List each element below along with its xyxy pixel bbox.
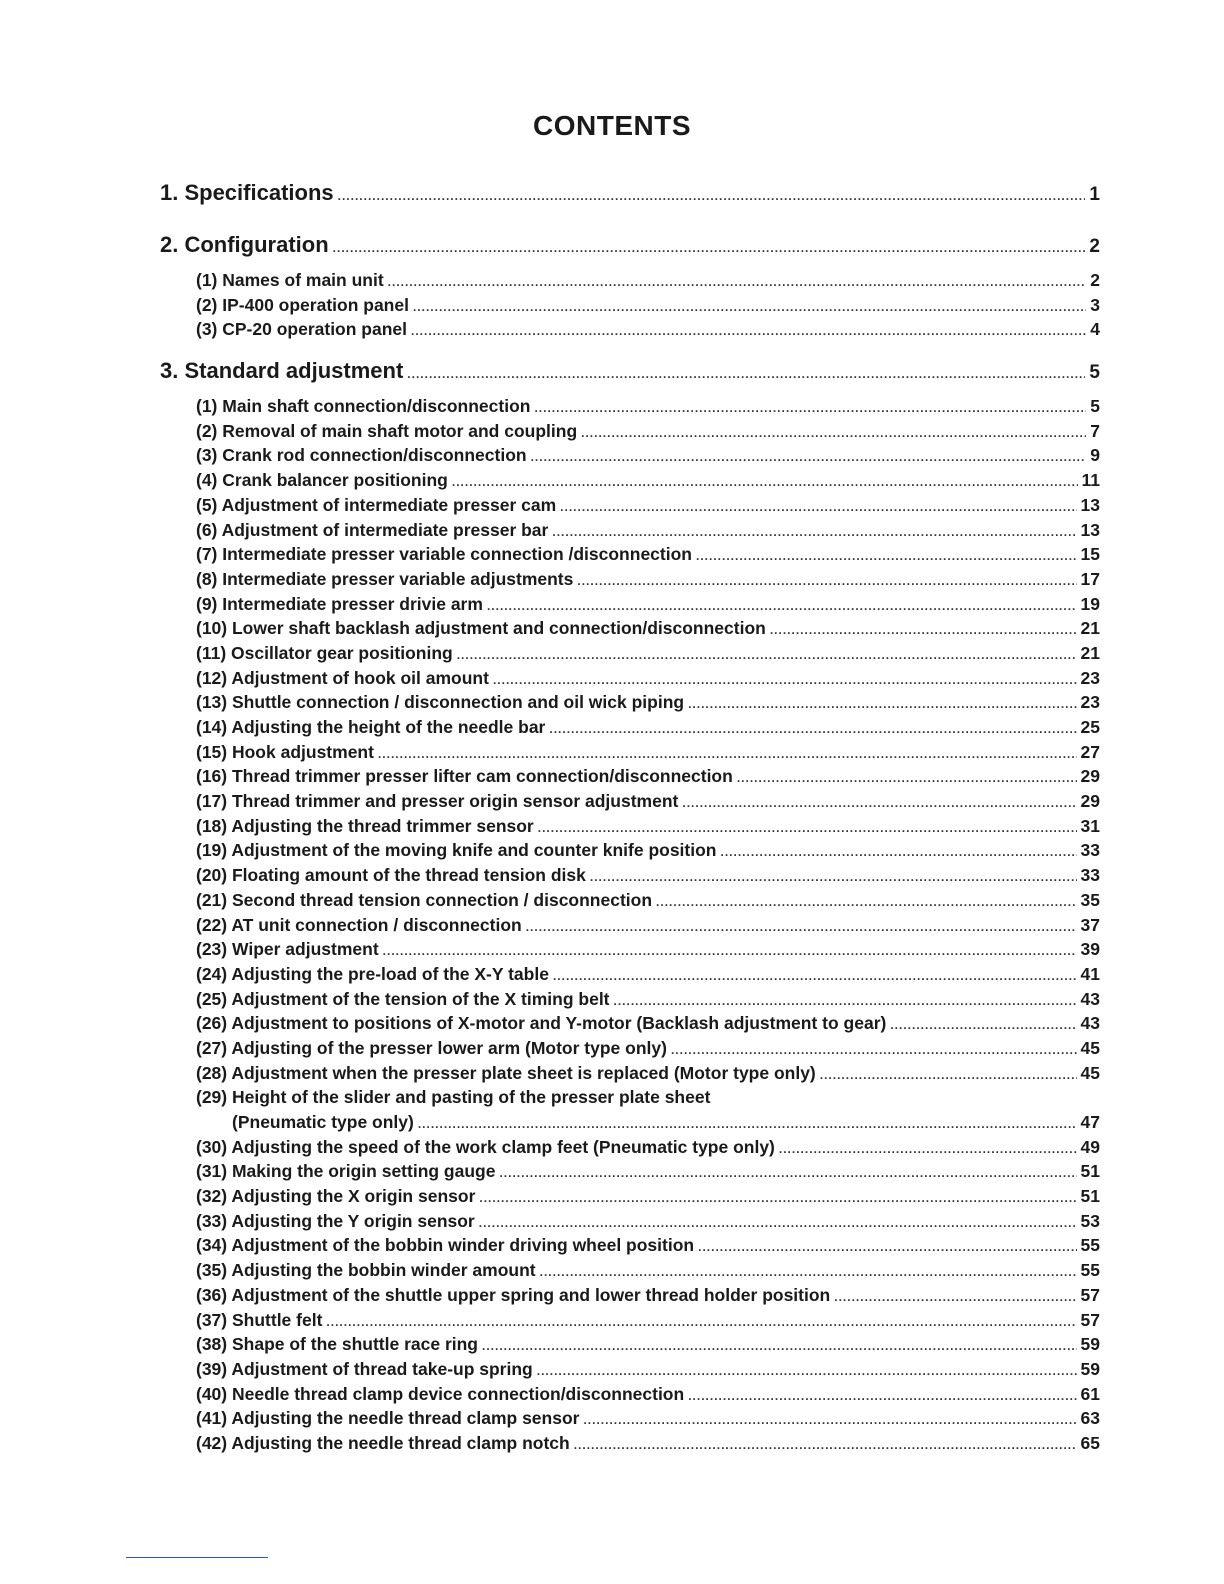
toc-entry-label: (26) Adjustment to positions of X-motor and Y-motor (Backlash adjustment to gear) (196, 1013, 887, 1034)
toc-entry-label: (36) Adjustment of the shuttle upper spring and lower thread holder position (196, 1284, 831, 1305)
toc-entry (160, 268, 1100, 293)
toc-entry-label: (2) Removal of main shaft motor and coupling (196, 420, 578, 441)
toc-entry-label: (16) Thread trimmer presser lifter cam connection/disconnection (196, 766, 733, 787)
leader-dots (534, 396, 1086, 419)
toc-entry-label: (31) Making the origin setting gauge (196, 1161, 496, 1182)
leader-dots (411, 319, 1086, 342)
toc-page-number: 43 (1080, 988, 1100, 1009)
toc-entry-label: (20) Floating amount of the thread tension disk (196, 865, 586, 886)
leader-dots (581, 421, 1086, 444)
toc-entry (160, 740, 1100, 765)
leader-dots (493, 668, 1077, 691)
toc-entry (160, 1184, 1100, 1209)
leader-dots (820, 1063, 1077, 1086)
toc-page-number: 51 (1080, 1161, 1100, 1182)
toc-page-number: 25 (1080, 717, 1100, 737)
toc-entry (160, 913, 1100, 938)
toc-entry (160, 493, 1100, 518)
toc-page-number: 13 (1080, 519, 1100, 540)
toc-page-number: 57 (1080, 1284, 1100, 1305)
toc-page-number: 31 (1080, 815, 1100, 836)
leader-dots (388, 270, 1087, 293)
toc-page-number: 65 (1080, 1432, 1100, 1453)
toc-page-number: 61 (1080, 1383, 1100, 1404)
toc-entry-label: (30) Adjusting the speed of the work clamp feet (Pneumatic type only) (196, 1136, 775, 1157)
toc-entry (160, 419, 1100, 444)
toc-entry (160, 863, 1100, 888)
toc-entry (160, 1135, 1100, 1160)
toc-page-number: 63 (1080, 1408, 1100, 1429)
leader-dots (479, 1211, 1077, 1234)
leader-dots (413, 295, 1086, 318)
toc-entry-label: (2) IP-400 operation panel (196, 294, 409, 315)
toc-page-number: 29 (1080, 791, 1100, 812)
leader-dots (499, 1161, 1076, 1184)
leader-dots (487, 594, 1077, 617)
toc-entry (160, 690, 1100, 715)
toc-entry (160, 1159, 1100, 1184)
toc-entry-label: (39) Adjustment of thread take-up spring (196, 1358, 533, 1379)
toc-entry-label: (10) Lower shaft backlash adjustment and connection/disconnection (196, 618, 766, 639)
toc-page-number: 55 (1080, 1235, 1100, 1256)
toc-entry-label: (9) Intermediate presser drivie arm (196, 593, 483, 614)
toc-page-number: 21 (1080, 618, 1100, 639)
toc-entry-label: (17) Thread trimmer and presser origin sensor adjustment (196, 791, 679, 812)
toc-section (160, 170, 1100, 216)
leader-dots (326, 1310, 1076, 1333)
toc-page-number: 1 (1089, 184, 1100, 205)
toc-entry (160, 1283, 1100, 1308)
toc-page-number: 5 (1090, 396, 1100, 417)
toc-entry (160, 592, 1100, 617)
leader-dots (526, 915, 1077, 938)
toc-page-number: 21 (1080, 642, 1100, 663)
toc-entry (160, 838, 1100, 863)
toc-page-number: 23 (1080, 692, 1100, 713)
toc-entry-label: (7) Intermediate presser variable connection /disconnection (196, 544, 692, 565)
toc-page-number: 37 (1080, 914, 1100, 935)
toc-entry (160, 764, 1100, 789)
toc-entry (160, 962, 1100, 987)
toc-page-number: 39 (1080, 939, 1100, 960)
leader-dots (779, 1137, 1077, 1160)
toc-entry (160, 641, 1100, 666)
toc-entry (160, 468, 1100, 493)
page-title: CONTENTS (533, 110, 691, 141)
leader-dots (577, 569, 1076, 592)
toc-entry (160, 789, 1100, 814)
leader-dots (583, 1408, 1076, 1431)
toc-page-number: 59 (1080, 1358, 1100, 1379)
leader-dots (574, 1433, 1077, 1456)
toc-entry-label: (19) Adjustment of the moving knife and counter knife position (196, 840, 717, 861)
leader-dots (549, 717, 1076, 740)
toc-page-number: 59 (1080, 1334, 1100, 1355)
toc-page-number: 33 (1080, 865, 1100, 886)
toc-entry (160, 542, 1100, 567)
toc-entry-label: (40) Needle thread clamp device connection/disconnection (196, 1383, 685, 1404)
toc-page-number: 41 (1080, 963, 1100, 984)
leader-dots (457, 643, 1077, 666)
toc-entry-label: (1) Names of main unit (196, 270, 384, 290)
toc-entry (160, 1209, 1100, 1234)
toc-entry (160, 616, 1100, 641)
toc-entry-label: (18) Adjusting the thread trimmer sensor (196, 815, 534, 836)
toc-entry (160, 443, 1100, 468)
toc-entry-label: (6) Adjustment of intermediate presser bar (196, 519, 549, 540)
toc-entry-label: (11) Oscillator gear positioning (196, 642, 453, 663)
toc-entry (160, 1233, 1100, 1258)
toc-entry-label: (3) Crank rod connection/disconnection (196, 445, 527, 466)
table-of-contents (160, 170, 1100, 1456)
toc-entry-label: (27) Adjusting of the presser lower arm (Motor type only) (196, 1037, 667, 1058)
leader-dots (407, 351, 1085, 394)
toc-entry (160, 1085, 1100, 1110)
leader-dots (834, 1285, 1076, 1308)
toc-entry-label: (23) Wiper adjustment (196, 939, 379, 960)
toc-entry-label: (24) Adjusting the pre-load of the X-Y table (196, 963, 549, 984)
leader-dots (482, 1334, 1077, 1357)
toc-page-number: 45 (1080, 1037, 1100, 1058)
toc-page-number: 17 (1080, 568, 1100, 589)
toc-entry (160, 1357, 1100, 1382)
toc-page-number: 3 (1090, 294, 1100, 315)
toc-entry (160, 1258, 1100, 1283)
toc-section-label: 1. Specifications (160, 180, 334, 205)
leader-dots (614, 989, 1077, 1012)
toc-page-number: 43 (1080, 1013, 1100, 1034)
toc-section (160, 348, 1100, 394)
leader-dots (688, 692, 1076, 715)
toc-page-number: 9 (1090, 445, 1100, 466)
toc-entry-label: (35) Adjusting the bobbin winder amount (196, 1260, 536, 1281)
leader-dots (671, 1038, 1077, 1061)
toc-entry (160, 715, 1100, 740)
toc-section-label: 3. Standard adjustment (160, 358, 404, 384)
leader-dots (378, 742, 1077, 765)
leader-dots (696, 544, 1077, 567)
toc-entry-label: (29) Height of the slider and pasting of the presser plate sheet (196, 1087, 711, 1108)
toc-page-number: 7 (1090, 420, 1100, 441)
leader-dots (890, 1013, 1076, 1036)
leader-dots (531, 445, 1087, 468)
toc-entry (160, 1110, 1100, 1135)
toc-page-number: 27 (1080, 741, 1100, 762)
toc-entry-label: (4) Crank balancer positioning (196, 470, 448, 491)
leader-dots (333, 225, 1086, 268)
leader-dots (540, 1260, 1077, 1283)
leader-dots (721, 840, 1077, 863)
toc-entry-label: (42) Adjusting the needle thread clamp notch (196, 1432, 570, 1453)
toc-entry (160, 888, 1100, 913)
toc-entry (160, 937, 1100, 962)
toc-entry (160, 1332, 1100, 1357)
toc-entry-label: (12) Adjustment of hook oil amount (196, 667, 489, 688)
toc-entry (160, 1308, 1100, 1333)
leader-dots (560, 495, 1076, 518)
toc-entry-label: (33) Adjusting the Y origin sensor (196, 1210, 475, 1231)
leader-dots (682, 791, 1076, 814)
toc-entry (160, 567, 1100, 592)
toc-entry-label: (34) Adjustment of the bobbin winder driving wheel position (196, 1235, 695, 1256)
leader-dots (552, 520, 1076, 543)
leader-dots (452, 470, 1078, 493)
toc-page-number: 23 (1080, 667, 1100, 688)
toc-entry (160, 518, 1100, 543)
leader-dots (770, 618, 1077, 641)
toc-page-number: 55 (1080, 1260, 1100, 1281)
toc-entry (160, 1406, 1100, 1431)
leader-dots (688, 1384, 1076, 1407)
leader-dots (338, 173, 1086, 216)
toc-entry (160, 1382, 1100, 1407)
toc-page-number: 2 (1089, 236, 1100, 257)
toc-entry (160, 1011, 1100, 1036)
toc-entry (160, 1061, 1100, 1086)
leader-dots (737, 766, 1077, 789)
leader-dots (418, 1112, 1077, 1135)
leader-dots (590, 865, 1077, 888)
toc-page-number: 45 (1080, 1062, 1100, 1083)
toc-page-number: 51 (1080, 1186, 1100, 1207)
toc-entry (160, 1036, 1100, 1061)
toc-entry (160, 293, 1100, 318)
toc-entry (160, 814, 1100, 839)
toc-page-number: 19 (1080, 593, 1100, 614)
toc-entry-label: (25) Adjustment of the tension of the X timing belt (196, 988, 610, 1009)
toc-page-number: 15 (1080, 544, 1100, 565)
toc-page-number: 29 (1080, 766, 1100, 787)
leader-dots (553, 964, 1077, 987)
leader-dots (383, 939, 1077, 962)
toc-page-number: 13 (1080, 494, 1100, 515)
toc-entry-label: (8) Intermediate presser variable adjustments (196, 568, 574, 589)
toc-entry (160, 666, 1100, 691)
toc-page-number: 35 (1080, 889, 1100, 910)
toc-entry (160, 317, 1100, 342)
toc-page-number: 33 (1080, 840, 1100, 861)
leader-dots (537, 1359, 1077, 1382)
toc-entry (160, 1431, 1100, 1456)
toc-entry-label: (22) AT unit connection / disconnection (196, 914, 522, 935)
toc-entry-label: (1) Main shaft connection/disconnection (196, 396, 531, 417)
toc-section-label: 2. Configuration (160, 232, 329, 257)
leader-dots (656, 890, 1077, 913)
leader-dots (698, 1235, 1076, 1258)
toc-entry (160, 987, 1100, 1012)
leader-dots (479, 1186, 1076, 1209)
toc-page-number: 53 (1080, 1210, 1100, 1231)
leader-dots (538, 816, 1077, 839)
toc-entry-label: (5) Adjustment of intermediate presser cam (196, 494, 557, 515)
toc-entry-label: (21) Second thread tension connection / disconnection (196, 889, 653, 910)
toc-page-number: 2 (1090, 270, 1100, 290)
toc-entry-label: (14) Adjusting the height of the needle bar (196, 717, 546, 737)
toc-page-number: 57 (1080, 1309, 1100, 1330)
toc-page-number: 47 (1080, 1112, 1100, 1132)
toc-entry-label: (13) Shuttle connection / disconnection and oil wick piping (196, 692, 685, 713)
toc-entry-label: (37) Shuttle felt (196, 1309, 323, 1330)
toc-entry (160, 394, 1100, 419)
toc-page-number: 5 (1089, 362, 1100, 384)
toc-page-number: 11 (1081, 470, 1100, 491)
toc-page-number: 49 (1080, 1136, 1100, 1157)
footer-rule (126, 1557, 268, 1558)
toc-entry-label: (3) CP-20 operation panel (196, 319, 408, 340)
toc-page-number: 4 (1090, 319, 1100, 340)
toc-entry-label: (15) Hook adjustment (196, 741, 374, 762)
toc-entry-label: (Pneumatic type only) (232, 1112, 414, 1132)
toc-entry-label: (28) Adjustment when the presser plate sheet is replaced (Motor type only) (196, 1062, 816, 1083)
toc-entry-label: (32) Adjusting the X origin sensor (196, 1186, 476, 1207)
toc-entry-label: (41) Adjusting the needle thread clamp sensor (196, 1408, 580, 1429)
toc-section (160, 222, 1100, 268)
toc-entry-label: (38) Shape of the shuttle race ring (196, 1334, 478, 1355)
